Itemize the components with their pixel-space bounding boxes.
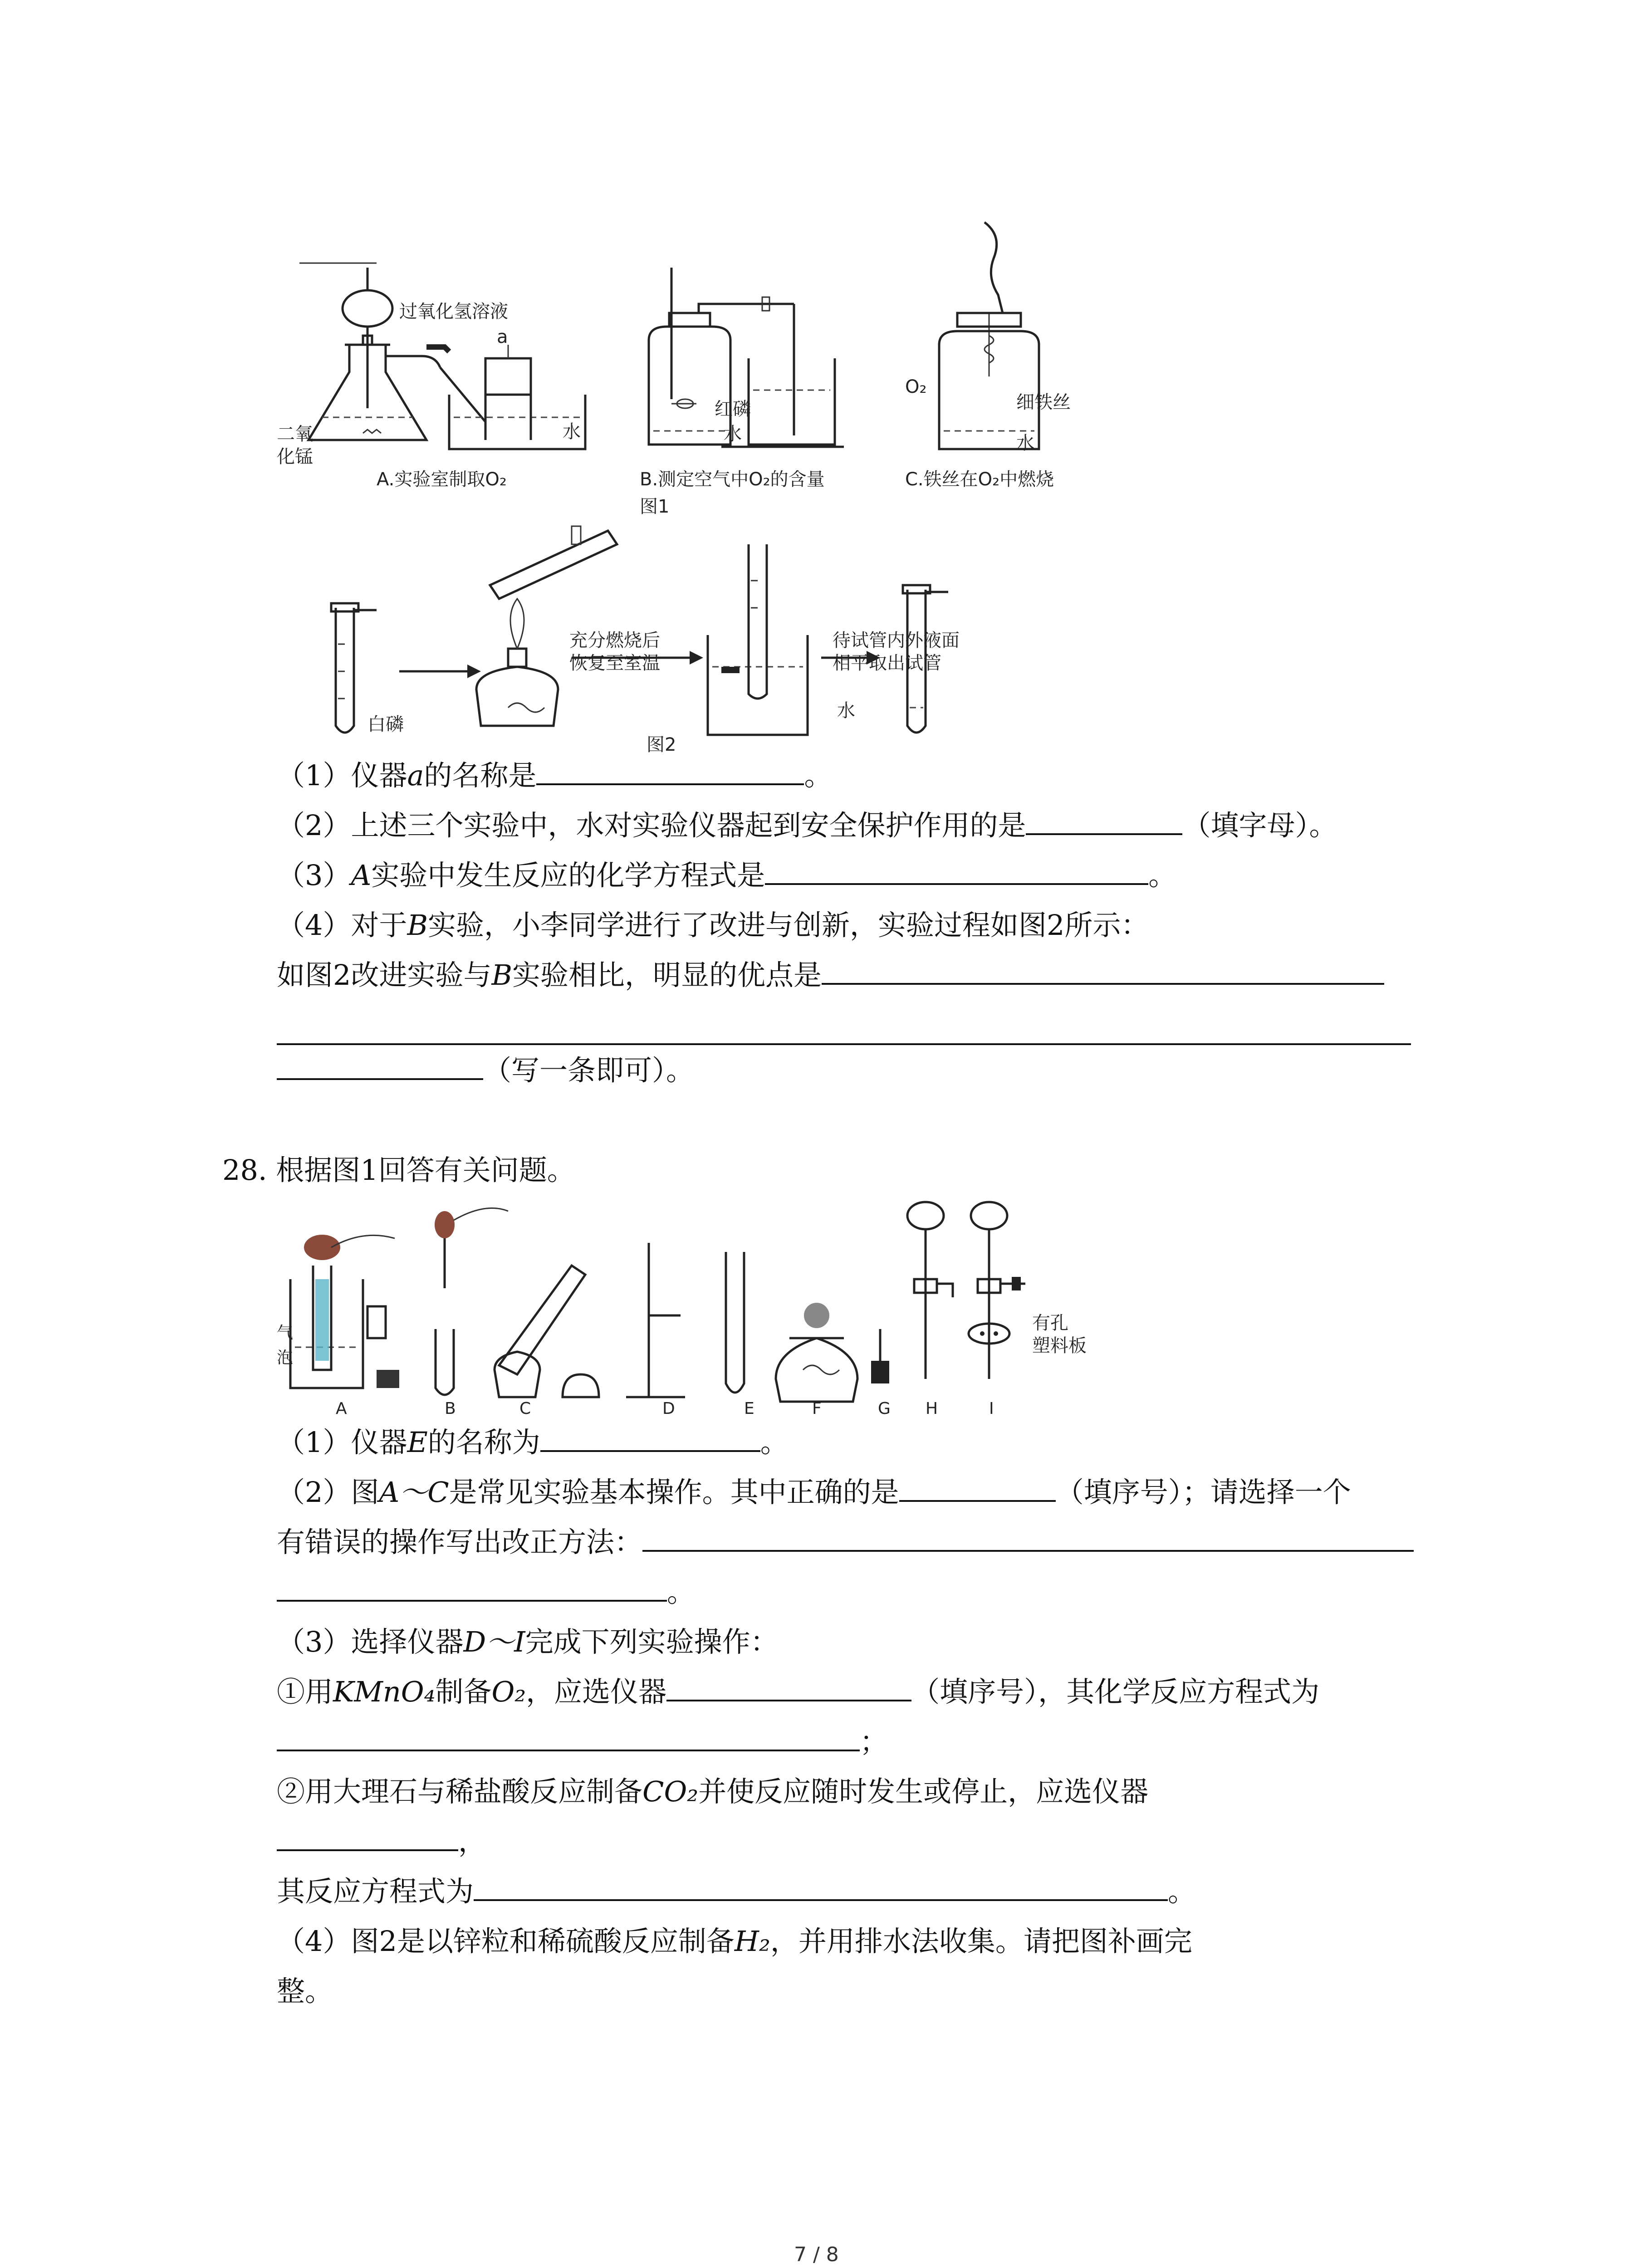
letter-g: G <box>878 1399 891 1418</box>
q27-p1-var: a <box>407 759 424 792</box>
answer-blank-q27-4a[interactable] <box>822 958 1384 985</box>
q28-title: 28. 根据图1回答有关问题。 <box>222 1154 575 1187</box>
q28-p2-var: A～C <box>379 1476 449 1509</box>
q27-p4-a: （4）对于 <box>277 909 407 942</box>
q28-part1 <box>277 1424 789 1461</box>
q27-p3-a: （3） <box>277 859 351 892</box>
q27-p1-a: （1）仪器 <box>277 759 407 792</box>
label-porous-1: 有孔 <box>1032 1313 1068 1334</box>
q27-part6 <box>277 1052 694 1089</box>
answer-blank-q28-7[interactable] <box>474 1874 1168 1901</box>
q27-p1-b: 的名称是 <box>424 759 537 792</box>
q28-part4 <box>277 1674 1319 1710</box>
q28-part5-line2 <box>277 1823 486 1860</box>
q28-part2-line2 <box>277 1524 1414 1560</box>
answer-blank-q28-3a[interactable] <box>642 1525 1414 1552</box>
q28-p1-b: 的名称为 <box>427 1426 540 1459</box>
q27-p6-b: （写一条即可）。 <box>483 1054 695 1087</box>
label-water-c: 水 <box>1016 433 1034 454</box>
label-bubble-2: 泡 <box>277 1349 294 1367</box>
q27-p4-var: B <box>407 909 428 942</box>
label-water-b: 水 <box>724 424 742 445</box>
q28-p2-a: （2）图 <box>277 1476 379 1509</box>
q28-p4-b: 制备 <box>435 1675 492 1708</box>
label-mno2-1: 二氧 <box>277 424 313 445</box>
answer-blank-q27-1[interactable] <box>536 758 804 785</box>
q28-p3-a: （3）选择仪器 <box>277 1625 464 1658</box>
q28-p7-a: （4）图2是以锌粒和稀硫酸反应制备 <box>277 1925 735 1958</box>
label-porous-2: 塑料板 <box>1032 1335 1087 1356</box>
label-o2: O₂ <box>905 376 927 397</box>
label-iron-wire: 细铁丝 <box>1016 392 1071 413</box>
q28-p4-end: ； <box>860 1725 888 1758</box>
q28-p4-a: ①用 <box>277 1675 333 1708</box>
label-h2o2: 过氧化氢溶液 <box>399 301 508 322</box>
q27-part1 <box>277 758 832 794</box>
q27-p3-var: A <box>351 859 372 892</box>
q28-p4-kmno4: KMnO₄ <box>333 1675 436 1708</box>
answer-blank-q28-5[interactable] <box>277 1724 860 1751</box>
q28-p7-b: ，并用排水法收集。请把图补画完 <box>770 1925 1192 1958</box>
q28-p6-a: 其反应方程式为 <box>277 1875 474 1908</box>
q27-part4 <box>277 907 1149 943</box>
q28-p5-b: 并使反应随时发生或停止，应选仪器 <box>698 1775 1149 1808</box>
q28-p1-var: E <box>407 1426 428 1459</box>
q28-part6 <box>277 1873 1196 1910</box>
answer-blank-q27-2[interactable] <box>1026 808 1182 835</box>
q27-p5-var: B <box>491 958 513 992</box>
q27-p2-a: （2）上述三个实验中，水对实验仪器起到安全保护作用的是 <box>277 809 1026 842</box>
answer-blank-q28-3b[interactable] <box>277 1574 667 1602</box>
answer-blank-q27-4c[interactable] <box>277 1053 483 1080</box>
caption-a: A.实验室制取O₂ <box>377 469 507 490</box>
q27-p4-b: 实验，小李同学进行了改进与创新，实验过程如图2所示： <box>428 909 1149 942</box>
caption-b: B.测定空气中O₂的含量 <box>640 469 825 490</box>
label-step1-1: 充分燃烧后 <box>569 630 660 651</box>
q28-part4-line2 <box>277 1724 888 1760</box>
answer-blank-q28-6[interactable] <box>277 1824 458 1851</box>
caption-fig2: 图2 <box>647 734 676 755</box>
q28-p5-end: ， <box>458 1825 487 1858</box>
q28-p2-end: 。 <box>667 1575 696 1608</box>
answer-blank-q27-4b[interactable] <box>277 1043 1411 1045</box>
label-mno2-2: 化锰 <box>277 446 313 467</box>
q28-p3-b: 完成下列实验操作： <box>525 1625 779 1658</box>
q28-p4-d: （填序号），其化学反应方程式为 <box>911 1675 1320 1708</box>
letter-b: B <box>445 1399 456 1418</box>
q28-part3 <box>277 1624 779 1660</box>
caption-c: C.铁丝在O₂中燃烧 <box>905 469 1054 490</box>
letter-h: H <box>926 1399 938 1418</box>
letter-i: I <box>989 1399 994 1418</box>
letter-c: C <box>519 1399 531 1418</box>
apparatus-a-drawing <box>272 254 590 463</box>
q28-p3-var: D～I <box>463 1625 525 1658</box>
label-white-p: 白磷 <box>367 714 404 735</box>
letter-f: F <box>812 1399 822 1418</box>
caption-fig1: 图1 <box>640 496 670 517</box>
page-number: 7 / 8 <box>794 2243 839 2266</box>
q28-p5-co2: CO₂ <box>642 1775 699 1808</box>
answer-blank-q28-4[interactable] <box>666 1674 911 1701</box>
q27-p5-b: 实验相比，明显的优点是 <box>512 958 822 992</box>
q28-p7-c: 整。 <box>277 1975 333 2008</box>
apparatus-c-drawing <box>921 222 1071 458</box>
q27-p2-b: （填字母）。 <box>1182 809 1337 842</box>
label-step2-1: 待试管内外液面 <box>833 630 960 651</box>
q28-apparatus-drawing <box>281 1188 1121 1406</box>
q28-p5-a: ②用大理石与稀盐酸反应制备 <box>277 1775 643 1808</box>
apparatus-b-drawing <box>644 268 853 454</box>
q28-p7-h2: H₂ <box>734 1925 770 1958</box>
figure-2-drawing <box>318 517 1089 744</box>
letter-e: E <box>744 1399 754 1418</box>
letter-a: A <box>336 1399 347 1418</box>
q28-p4-o2: O₂ <box>491 1675 526 1708</box>
letter-d: D <box>662 1399 675 1418</box>
label-step2-2: 相平取出试管 <box>833 653 941 674</box>
q28-p2-b: 是常见实验基本操作。其中正确的是 <box>449 1476 899 1509</box>
q27-p3-end: 。 <box>1148 859 1177 892</box>
label-bubble-1: 气 <box>277 1324 294 1342</box>
q28-part2-line3 <box>277 1574 695 1610</box>
q28-part5 <box>277 1774 1148 1810</box>
q28-part7-line2 <box>277 1973 333 2009</box>
q27-p1-end: 。 <box>804 759 833 792</box>
q28-p1-a: （1）仪器 <box>277 1426 407 1459</box>
q27-part5 <box>277 957 1384 993</box>
q28-part7 <box>277 1923 1192 1960</box>
q28-p6-end: 。 <box>1168 1875 1196 1908</box>
answer-blank-q28-2[interactable] <box>899 1475 1056 1502</box>
q28-p2-c: （填序号）；请选择一个 <box>1055 1476 1351 1509</box>
q27-part3 <box>277 857 1176 894</box>
answer-blank-q27-3[interactable] <box>765 858 1148 885</box>
answer-blank-q28-1[interactable] <box>540 1425 760 1452</box>
label-water-a: 水 <box>563 421 581 442</box>
label-a: a <box>497 327 508 347</box>
q27-p5-a: 如图2改进实验与 <box>277 958 492 992</box>
q28-p2-d: 有错误的操作写出改正方法： <box>277 1525 643 1559</box>
q28-p4-c: ，应选仪器 <box>526 1675 667 1708</box>
label-water-fig2: 水 <box>837 700 855 721</box>
q28-p1-end: 。 <box>760 1426 789 1459</box>
q28-part2 <box>277 1474 1351 1510</box>
q27-p3-b: 实验中发生反应的化学方程式是 <box>371 859 765 892</box>
label-step1-2: 恢复至室温 <box>569 653 660 674</box>
q27-part2 <box>277 807 1337 844</box>
label-red-p: 红磷 <box>715 399 751 420</box>
